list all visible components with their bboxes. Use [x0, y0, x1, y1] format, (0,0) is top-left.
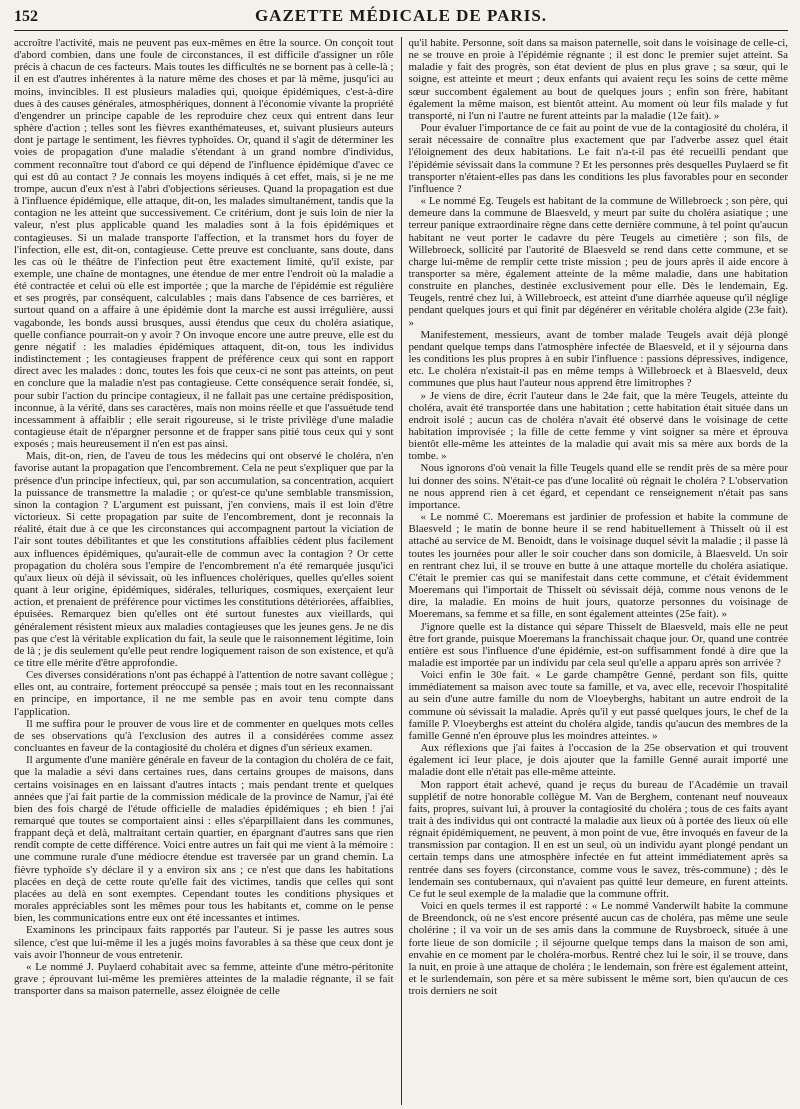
page-number: 152	[14, 8, 38, 25]
paragraph: accroître l'activité, mais ne peuvent pas eux-mêmes en être la source. On conçoit tout d'abord combien, dans une foule de circonstances, il est difficile d'assigner un rôle précis à chacun de ces facteurs. Mais toutes les difficultés ne se bornent pas à celle-là ; il en est d'autres inhérentes à la nature même des choses et par là même, jusqu'ici au moins, invincibles. Il est plusieurs maladies qui, quoique épidémiques, c'est-à-dire dues à des causes générales, atmosphériques, donnent à l'économie vivante la propriété d'engendrer un principe capable de les reproduire chez ceux qui entrent dans leur sphère d'action ; telles sont les fièvres exanthémateuses, et, suivant plusieurs auteurs dont je partage le sentiment, les fièvres typhoïdes. Or, quand il s'agit de déterminer les voies de propagation d'une maladie s'étendant à un grand nombre d'individus, comment reconnaître tout d'abord ce qui dépend de l'influence épidémique d'avec ce qui est dû au contact ? Je connais les moyens indiqués à cet effet, mais, si je ne me trompe, aucun d'eux n'est à l'abri d'objections sérieuses. Quand la propagation est due à l'influence épidémique, elle attaque, dit-on, les malades simultanément, tandis que la contagion ne les atteint que successivement. Ce critérium, dont je suis loin de nier la valeur, n'est plus applicable quand les maladies sont à la fois épidémiques et contagieuses. Si un malade transporte l'affection, et la transmet hors du foyer de l'infection, elle est, dit-on, contagieuse. Cette preuve est concluante, sans doute, dans les cas où le théâtre de l'infection peut être exactement limité, qu'il existe, par exemple, une chaîne de montagnes, une étendue de mer entre l'endroit où la maladie a été contractée et celui où elle est importée ; que la marche de l'épidémie est régulière et ses progrès, par conséquent, calculables ; mais dans l'absence de ces barrières, et surtout quand on a affaire à une épidémie dont la marche est aussi irrégulière, aussi vagabonde, les bonds aussi brusques, aussi étendus que ceux du choléra asiatique, quelle confiance pourrait-on y avoir ? On invoque encore une autre preuve, elle est du genre négatif : les maladies épidémiques attaquent, dit-on, tous les individus indistinctement ; les contagieuses frappent de préférence ceux qui sont en rapport direct avec les malades : donc, toutes les fois que ceux-ci ne sont pas atteints, on peut en conclure que la maladie n'est pas contagieuse. Cette conséquence serait fondée, si, pour subir l'action du principe contagieux, il ne fallait pas une certaine prédisposition, inconnue, à la vérité, dans ses caractères, mais non moins réelle et que l'assuétude tend incessamment à affaiblir ; elle serait rigoureuse, si le triste privilège d'une maladie contagieuse était de n'épargner personne et de frapper sans pitié tous ceux qui y sont exposés ; mais heureusement il n'en est pas ainsi.	[14, 37, 394, 451]
paragraph: Aux réflexions que j'ai faites à l'occasion de la 25e observation et qui trouvent également ici leur place, je dois ajouter que la famille Genné aurait importé une maladie dont elle n'était pas elle-même atteinte.	[408, 742, 788, 779]
paragraph: Nous ignorons d'où venait la fille Teugels quand elle se rendit près de sa mère pour lui donner des soins. N'était-ce pas d'une localité où régnait le choléra ? L'observation ne nous apprend rien à cet égard, et cependant ce renseignement n'était pas sans importance.	[408, 462, 788, 511]
right-column	[402, 37, 788, 1105]
paragraph: Mais, dit-on, rien, de l'aveu de tous les médecins qui ont observé le choléra, n'en favorise autant la propagation que l'encombrement. Cela ne peut s'expliquer que par la présence d'un principe infectieux, qui, par son accumulation, sa concentration, acquiert la puissance de transmettre la maladie ; or qu'est-ce qu'une semblable transmission, sinon la contagion ? L'argument est puissant, j'en conviens, mais il est loin d'être victorieux. Si cette propagation par suite de l'encombrement, dont je reconnais la réalité, était due à ce que les circonstances qui accompagnent partout la viciation de l'air sont toutes débilitantes et que les constitutions affaiblies cèdent plus facilement aux influences épidémiques, qu'aurait-elle de commun avec la contagion ? Or cette propagation du choléra sous l'empire de l'encombrement n'a été remarquée jusqu'ici qu'aux lieux où déjà il sévissait, où les influences cholériques, quelles qu'elles soient quant à leur origine, épidémiques, sidérales, telluriques, cosmiques, exerçaient leur action, et prenaient de préférence pour victimes les constitutions détériorées, affaiblies, épuisées. Remarquez bien qu'elles ont été surtout funestes aux vieillards, qui généralement résistent mieux aux maladies contagieuses que les jeunes gens. Je ne dis pas que c'est là véritable explication du fait, la seule que le raisonnement légitime, loin de là ; je dis seulement qu'elle peut rendre logiquement raison de son existence, et qu'à ce titre elle mérite d'être approfondie.	[14, 450, 394, 669]
paragraph: « Le nommé J. Puylaerd cohabitait avec sa femme, atteinte d'une métro-péritonite grave ; éprouvant lui-même les premières atteintes de la maladie régnante, il se fait transporter dans sa maison paternelle, assez éloignée de celle	[14, 960, 394, 998]
paragraph: Voici en quels termes il est rapporté : « Le nommé Vanderwilt habite la commune de Breendonck, où ne s'est encore présenté aucun cas de choléra, pas même une seule cholérine ; il va voir un de ses amis dans la commune de Ruysbroeck, située à une forte lieue de son domicile ; il séjourne quelque temps dans la maison de son ami, envahie en ce moment par le choléra-morbus. Rentré chez lui le soir, il se trouve, dans la nuit, en proie à une attaque de choléra ; le lendemain, son frère est également atteint, et le surlendemain, son père et sa mère subissent le même sort, bien qu'aucun de ces trois derniers ne soit	[408, 900, 788, 998]
paragraph: Mon rapport était achevé, quand je reçus du bureau de l'Académie un travail supplétif de notre honorable collègue M. Van de Berghem, contenant neuf nouveaux faits, propres, suivant lui, à prouver la contagiosité du choléra ; tous de ces faits ayant trait à des individus qui ont contracté la maladie aux lieux où à portée des lieux où elle régnait épidémiquement, ne peuvent, à mon point de vue, être invoqués en faveur de la transmission par contagion. Il en est un seul, où un individu ayant plongé pendant un certain temps dans une atmosphère infectée en fut atteint immédiatement après sa rentrée dans ses foyers (circonstance, comme vous le savez, très-commune) ; dès le lendemain ses contubernaux, qui n'avaient pas quitté leur demeure, en furent atteints. Ce fut le seul exemple de la maladie que la commune offrit.	[408, 778, 788, 900]
journal-title: GAZETTE MÉDICALE DE PARIS.	[254, 6, 548, 25]
paragraph: Voici enfin le 30e fait. « Le garde champêtre Genné, perdant son fils, quitte immédiatement sa maison avec toute sa famille, et va, avec elle, recevoir l'hospitalité au sein d'une autre famille du nom de Vloeyberghs, habitant un autre endroit de la commune où sévissait la maladie. Après qu'il y eut passé quelques jours, le chef de la famille P. Vloeyberghs est atteint du choléra algide, tandis qu'aucun des membres de la famille Genné n'en éprouve plus les moindres atteintes. »	[408, 669, 788, 742]
paragraph: Examinons les principaux faits rapportés par l'auteur. Si je passe les autres sous silence, c'est que lui-même il les a jugés moins favorables à sa thèse que ceux dont je vais avoir l'honneur de vous entretenir.	[14, 924, 394, 961]
paragraph: J'ignore quelle est la distance qui sépare Thisselt de Blaesveld, mais elle ne peut être fort grande, puisque Moeremans la franchissait chaque jour. Or, quand une contrée entière est sous l'influence d'une épidémie, est-on suffisamment fondé à dire que la maladie est importée par un individu par cela seul qu'elle a apparu après son arrivée ?	[408, 620, 788, 669]
paragraph: Pour évaluer l'importance de ce fait au point de vue de la contagiosité du choléra, il serait nécessaire de connaître plus exactement que par l'adverbe assez quel était l'éloignement des deux habitations. Le fait n'a-t-il pas été recueilli pendant que l'épidémie sévissait dans la commune ? Et les personnes près desquelles Puylaerd se fit transporter n'étaient-elles pas dans les conditions les plus favorables pour en seconder l'influence ?	[408, 122, 788, 195]
paragraph: » Je viens de dire, écrit l'auteur dans le 24e fait, que la mère Teugels, atteinte du choléra, avait été transportée dans une habitation ; cette habitation était située dans un endroit isolé ; aucun cas de choléra n'avait été observé dans le voisinage de cette habitation improvisée ; la fille de cette femme y vint soigner sa mère et éprouva bientôt elle-même les atteintes de la maladie qui avait mis sa mère aux bords de la tombe. »	[408, 389, 788, 463]
paragraph: Il me suffira pour le prouver de vous lire et de commenter en quelques mots celles de ses observations qu'à l'exclusion des autres il a considérées comme assez concluantes en faveur de la contagiosité du choléra et dignes d'un sérieux examen.	[14, 717, 394, 755]
column-divider	[401, 37, 402, 1105]
text-columns	[14, 37, 788, 1105]
paragraph: Il argumente d'une manière générale en faveur de la contagion du choléra de ce fait, que la maladie a sévi dans certaines rues, dans certains groupes de maisons, dans certains voisinages en en laissant d'autres intacts ; mais pendant trente et quelques années que j'ai fait partie de la commission médicale de la province de Namur, j'ai été bien des fois chargé de l'étude officielle de maladies épidémiques ; eh bien ! j'ai remarqué que toutes se comportaient ainsi : elles s'éparpillaient dans les communes, frappant deçà et delà, maltraitant certain quartier, en épargnant d'autres sans que rien rendît compte de cette différence. Voici entre autres un fait qui me vient à la mémoire : une commune rurale d'une médiocre étendue est traversée par un grand chemin. La fièvre typhoïde s'y déclare il y a environ six ans ; ce n'est que dans les habitations placées en deçà de cette route qu'elle fait des victimes, tandis que celles qui sont placées au delà en sont exemptes. Cependant toutes les conditions physiques et morales appréciables sont les mêmes pour tous les habitants et, comme on le pense bien, les communications entre eux ont été incessantes et intimes.	[14, 754, 394, 925]
paragraph: Manifestement, messieurs, avant de tomber malade Teugels avait déjà plongé pendant quelque temps dans l'atmosphère infectée de Blaesveld, et il y séjourna dans les conditions les plus propres à en subir l'influence : passions dépressives, indigence, etc. Le choléra n'existait-il pas en même temps à Willebroeck et à Blaesveld, deux communes que plus haut l'auteur nous apprend être limitrophes ?	[408, 328, 788, 390]
paragraph: « Le nommé C. Moeremans est jardinier de profession et habite la commune de Blaesveld ; le matin de bonne heure il se rend habituellement à Thisselt où il est attaché au service de M. Benoidt, dans le voisinage duquel sévit la maladie ; il passe là toutes les journées pour aller le soir coucher dans son domicile, à Blaesveld. Un soir en rentrant chez lui, il se trouve en butte à une attaque mortelle du choléra asiatique. C'était le premier cas qui se manifestait dans cette commune, et c'était évidemment Moeremans qui l'importait de Thisselt où sévissait déjà, comme nous venons de le dire, la maladie. En moins de huit jours, quatorze personnes du voisinage de Moeremans, sa femme et sa fille, en sont également atteintes (25e fait). »	[408, 511, 788, 621]
left-column	[14, 37, 400, 1105]
page-header	[14, 6, 788, 31]
paragraph: « Le nommé Eg. Teugels est habitant de la commune de Willebroeck ; son père, qui demeure dans la commune de Blaesveld, y meurt par suite du choléra asiatique ; une terreur panique extraordinaire règne dans cette dernière commune, à tel point qu'aucun habitant ne veut porter le cadavre du père Teugels au cimetière ; son fils, de Willebroeck, sollicité par l'autorité de Blaesveld se rend dans cette commune, et se charge lui-même de remplir cette triste mission ; peu de jours après il aide encore à transporter sa mère, également atteinte de la même maladie, dans une habitation construite en planches, destinée exclusivement pour elle. Dès le lendemain, Eg. Teugels, rentré chez lui, à Willebroeck, est atteint d'une diarrhée aqueuse qu'il néglige pendant quelques jours et qui finit par dégénérer en véritable choléra algide (23e fait). »	[408, 195, 788, 329]
paragraph: qu'il habite. Personne, soit dans sa maison paternelle, soit dans le voisinage de celle-ci, ne se trouve en proie à l'épidémie régnante ; il est donc le premier sujet atteint. Sa maladie y fait des progrès, son état devient de plus en plus grave ; sa sœur, qui le soigne, est atteinte et meurt ; deux enfants qui avaient reçu les soins de cette même sœur succombent également au bout de quelques jours ; enfin son frère, habitant également la même maison, est bientôt atteint. Au moment où leur fils malade y fut transporté, ni l'un ni l'autre ne furent atteints par la maladie (12e fait). »	[408, 37, 788, 122]
paragraph: Ces diverses considérations n'ont pas échappé à l'attention de notre savant collègue ; elles ont, au contraire, fortement préoccupé sa pensée ; mais tout en les reconnaissant en principe, en importance, il ne me semble pas en avoir tenu compte dans l'application.	[14, 669, 394, 718]
